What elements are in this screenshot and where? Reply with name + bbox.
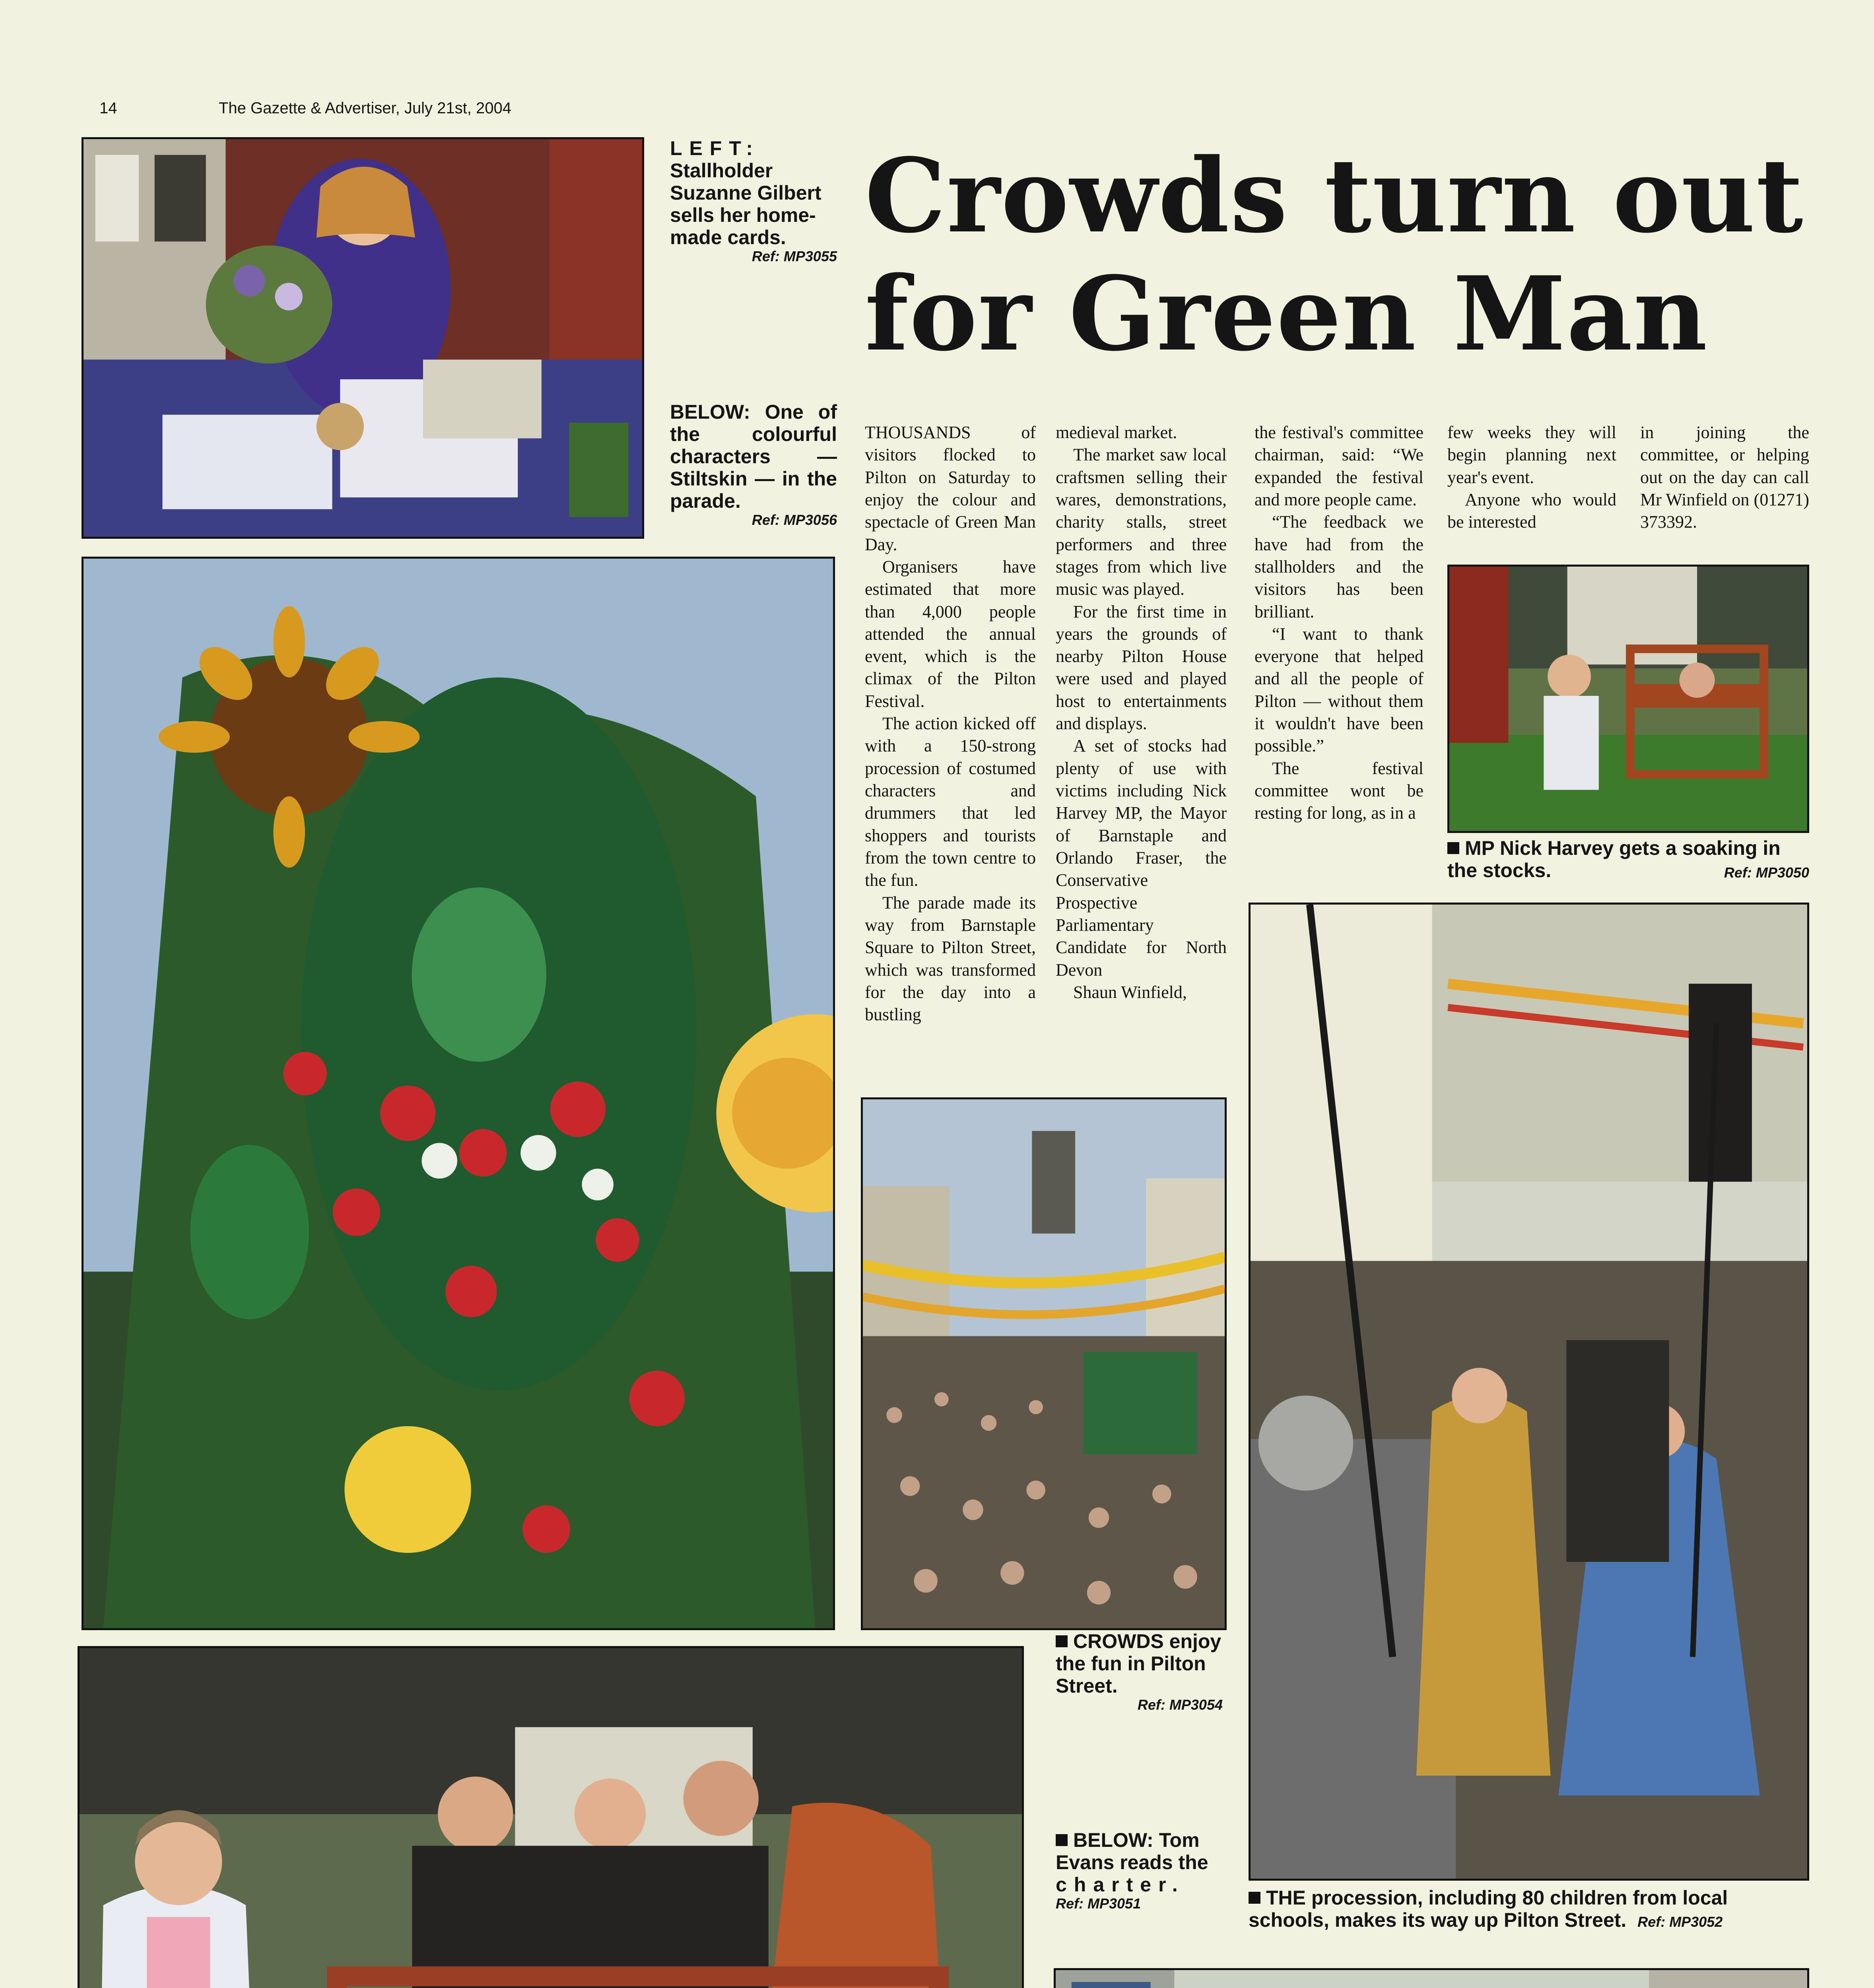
caption-mp-stocks-text: MP Nick Harvey gets a soaking in the stocks. [1447, 837, 1781, 881]
caption-stallholder-ref: Ref: MP3055 [752, 248, 837, 264]
caption-charter-lead: BELOW: Tom Evans reads the [1056, 1829, 1208, 1873]
caption-procession-text: THE procession, including 80 children from local schools, makes its way up Pilton Street. [1249, 1887, 1728, 1931]
procession-photo [1249, 903, 1809, 1881]
caption-bullet-icon [1447, 842, 1459, 854]
headline-line-2: for Green Man [865, 254, 1708, 374]
article-column-3: the festival's committee chairman, said: “We expanded the festival and more people came. “The feedback we have had from the stallholders and the visitors has been brilliant. “I want to thank everyone that helped and all the people of Pilton — without them it wouldn't have been possible.” The festival committee wont be resting for long, as in a [1255, 423, 1423, 823]
mp-stocks-photo [1447, 565, 1809, 833]
caption-charter-spaced: charter. [1056, 1873, 1185, 1896]
article-column-1: THOUSANDS of visitors flocked to Pilton on Saturday to enjoy the colour and spectacle of Green Man Day. Organisers have estimated that more than 4,000 people attended the annual event, which is the climax of the Pilton Festival. The action kicked off with a 150-strong procession of costumed characters and drummers that led shoppers and tourists from the town centre to the fun. The parade made its way from Barnstaple Square to Pilton Street, which was transformed for the day into a bustling [865, 423, 1036, 1025]
caption-mp-stocks-ref: Ref: MP3050 [1724, 864, 1809, 881]
caption-charter-ref: Ref: MP3051 [1056, 1895, 1141, 1912]
caption-bullet-icon [1249, 1892, 1260, 1904]
caption-crowds-text: CROWDS enjoy the fun in Pilton Street. [1056, 1630, 1221, 1697]
caption-mp-stocks [1447, 837, 1809, 881]
caption-stallholder-lead: LEFT: [670, 137, 760, 159]
headline [865, 137, 1827, 373]
stiltskin-photo [82, 557, 835, 1630]
caption-stiltskin-ref: Ref: MP3056 [752, 512, 837, 528]
headline-line-1: Crowds turn out [865, 136, 1804, 256]
caption-stiltskin [670, 401, 837, 528]
caption-charter [1056, 1829, 1223, 1912]
publication-line: The Gazette & Advertiser, July 21st, 2004 [219, 99, 511, 117]
crowds-photo [861, 1097, 1227, 1630]
caption-procession-ref: Ref: MP3052 [1637, 1914, 1723, 1930]
caption-procession [1249, 1887, 1809, 1931]
caption-stallholder-text: Stallholder Suzanne Gilbert sells her home-made cards. [670, 159, 821, 248]
caption-bullet-icon [1056, 1834, 1068, 1846]
caption-stiltskin-text: BELOW: One of the colourful characters — Stiltskin — in the parade. [670, 401, 837, 512]
article-column-2: medieval market. The market saw local craftsmen selling their wares, demonstrations, charity stalls, street performers and three stages from which live music was played. For the first time in years the grounds of nearby Pilton House were used and played host to entertainments and displays. A set of stocks had plenty of use with victims including Nick Harvey MP, the Mayor of Barnstaple and Orlando Fraser, the Conservative Prospective Parliamentary Candidate for North Devon Shaun Winfield, [1056, 423, 1227, 1002]
article-column-5: in joining the committee, or helping out on the day can call Mr Winfield on (01271) 373392. [1640, 423, 1809, 532]
charter-photo [1054, 1968, 1809, 1988]
page-number: 14 [99, 99, 117, 117]
caption-bullet-icon [1056, 1635, 1068, 1647]
article-column-4: few weeks they will begin planning next year's event. Anyone who would be interested [1447, 423, 1616, 532]
caption-stallholder [670, 137, 837, 264]
stallholder-photo [82, 137, 644, 539]
caption-crowds-ref: Ref: MP3054 [1137, 1697, 1223, 1713]
caption-crowds [1056, 1630, 1223, 1713]
mayor-stocks-photo [78, 1646, 1024, 1988]
